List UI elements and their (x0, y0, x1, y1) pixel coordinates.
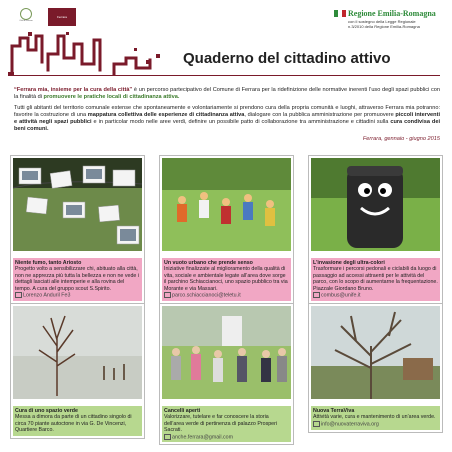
card-contact: Lorenzo Anduril Fe3 (15, 292, 140, 299)
mail-icon (313, 292, 320, 298)
intro-p2-text-d: e in particolar modo nelle aree verdi, definire un possibile patto di collaborazione tra amministrazione e cittadini sulla (91, 118, 391, 125)
intro-p2-text-a: Tutti gli abitanti del territorio comunale estense che spontaneamente e volontariamente si prendono cura della propria comunità e luoghi, attraverso Ferrara mia potranno: favorire la costruzione di una (14, 104, 440, 118)
card-title: Cancelli aperti (164, 408, 201, 414)
title-divider (14, 75, 440, 76)
intro-paragraph-2 (14, 105, 440, 133)
card-title: Un vuoto urbano che prende senso (164, 260, 253, 266)
intro-paragraph-1 (14, 87, 440, 101)
card-caption (311, 406, 440, 430)
mail-icon (164, 292, 171, 298)
region-name: Regione Emilia-Romagna (348, 9, 436, 18)
intro-p2-text-c: , dialogare con la pubblica amministrazione per promuovere (244, 111, 396, 118)
skyline-illustration (6, 30, 166, 78)
card-photo-bin (311, 158, 440, 251)
intro-text (14, 87, 440, 143)
date-line: Ferrara, gennaio - giugno 2015 (362, 136, 440, 143)
card-vuoto-urbano (159, 155, 294, 304)
region-flag-icon (334, 10, 346, 17)
mail-icon (313, 421, 320, 427)
card-photo-children (162, 158, 291, 251)
intro-p2-bold-3: cura condivisa dei beni comuni. (14, 118, 441, 132)
card-text: Trasformare i percorsi pedonali e ciclabili da luogo di passaggio ad accessi attraenti per le attività del parco, con lo scopo di aumentarne la frequentazione. Piazzale Giordano Bruno. (313, 266, 438, 292)
card-caption (162, 258, 291, 301)
card-text: Messa a dimora da parte di un cittadino singolo di circa 70 piante autoctone in via G. De Vincenzi, Quartiere Barco. (15, 414, 132, 434)
card-photo-polaroids (13, 158, 142, 251)
intro-quote: “Ferrara mia, insieme per la cura della città” (14, 87, 133, 93)
card-photo-frosty-field (13, 306, 142, 399)
page-title: Quaderno del cittadino attivo (183, 50, 391, 67)
card-title: Nuova TerraViva (313, 408, 355, 414)
card-ultra-colori (308, 155, 443, 304)
card-contact: anche.ferrara@gmail.com (164, 434, 289, 441)
card-spazio-verde (10, 303, 145, 439)
intro-p1-bold: promuovere le pratiche locali di cittadinanza attiva. (43, 93, 180, 100)
comune-logo-text: Città di Ferrara (19, 20, 33, 22)
card-caption (311, 258, 440, 301)
comune-logo (14, 8, 38, 26)
card-text: Attività varie, cura e mantenimento di un’area verde. (313, 414, 436, 421)
region-subtitle-2: n.3/2010 della Regione Emilia-Romagna (348, 24, 420, 29)
mail-icon (164, 434, 171, 440)
card-title: L’invasione degli ultra-colori (313, 260, 385, 266)
card-nuova-terraviva (308, 303, 443, 433)
intro-p2-bold-2: piccoli interventi e attività negli spazi pubblici (14, 111, 440, 125)
card-text: Valorizzare, tutelare e far conoscere la storia dell’area verde di pertinenza di palazzo Prosperi Sacrati. (164, 414, 278, 434)
card-contact: info@nuovaterraviva.org (313, 421, 438, 428)
card-title: Cura di uno spazio verde (15, 408, 78, 414)
card-caption (13, 258, 142, 301)
region-subtitle-1: con il sostegno della Legge Regionale (348, 19, 416, 24)
card-contact: parco.schiaccianoci@teletu.it (164, 292, 289, 299)
card-contact: combus@unife.it (313, 292, 438, 299)
card-niente-fumo (10, 155, 145, 304)
card-text: Progetto volto a sensibilizzare chi, abituato alla città, non ne apprezza più tutta la bellezza e non ne vede i dettagli lasciati alle intemperie e alla rovina del tempo. A cura del gruppo scout S.Spirito. (15, 266, 139, 292)
card-photo-tree (311, 306, 440, 399)
user-icon (15, 292, 22, 298)
card-title: Niente fumo, tanto Ariosto (15, 260, 82, 266)
card-caption (162, 406, 291, 442)
ferrara-logo: Ferrara (48, 8, 76, 26)
card-cancelli-aperti (159, 303, 294, 445)
card-caption (13, 406, 142, 436)
card-photo-group (162, 306, 291, 399)
intro-p1-text: è un percorso partecipativo del Comune di Ferrara per la ridefinizione delle normative inerenti l’uso degli spazi pubblici con la finalità di (14, 87, 440, 100)
card-text: Iniziative finalizzate al miglioramento della qualità di vita, sociale e ambientale legate all’area dove sorge il parchino Schiaccianoci, uno spazio pubblico tra via Morante e via Massari. (164, 266, 288, 292)
comune-emblem-icon (20, 8, 32, 20)
intro-p2-bold-1: mappatura collettiva delle esperienze di cittadinanza attiva (87, 111, 245, 118)
